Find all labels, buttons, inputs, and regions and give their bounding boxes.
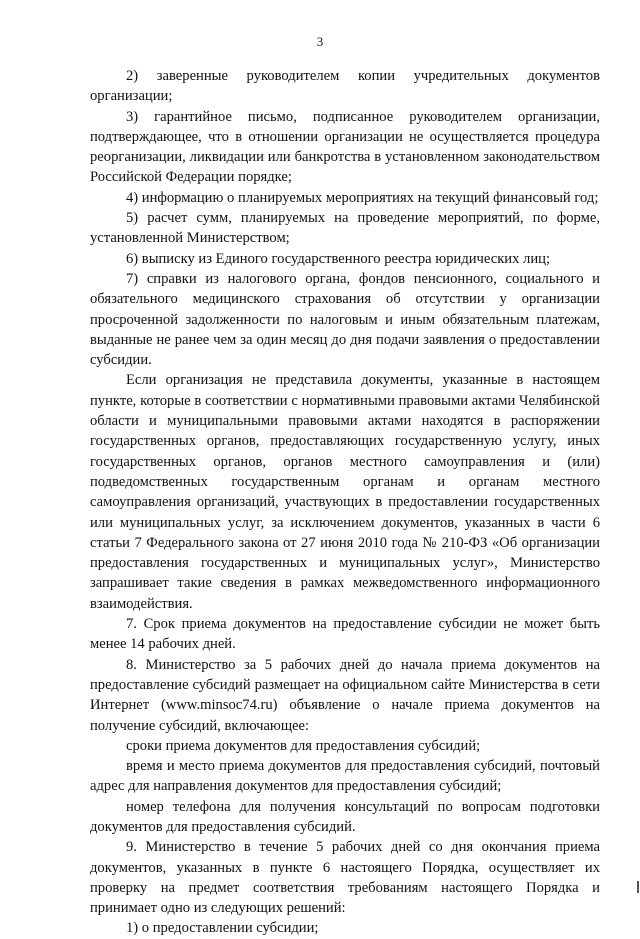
paragraph-item-2: 2) заверенные руководителем копии учредительных документов организации;: [90, 68, 600, 105]
page-number: 3: [316, 34, 324, 49]
paragraph-phone: номер телефона для получения консультаций по вопросам подготовки документов для предоставления субсидий.: [90, 798, 600, 835]
paragraph-clause-9: 9. Министерство в течение 5 рабочих дней со дня окончания приема документов, указанных в пункте 6 настоящего Порядка, осуществляет их проверку на предмет соответствия требованиям настоящего Порядка и принимает одно из следующих решений:: [90, 839, 600, 917]
paragraph-item-6: 6) выписку из Единого государственного реестра юридических лиц;: [126, 250, 551, 267]
scan-edge-mark: [637, 881, 639, 893]
paragraph-decision-1: 1) о предоставлении субсидии;: [126, 920, 319, 937]
paragraph-item-7: 7) справки из налогового органа, фондов пенсионного, социального и обязательного медицинского страхования об отсутствии у организации просроченной задолженности по налоговым и иным обязательным платежам, выданные не ранее чем за один месяц до дня подачи заявления о предоставлении субсидии.: [90, 270, 600, 369]
paragraph-item-4: 4) информацию о планируемых мероприятиях на текущий финансовый год;: [126, 189, 599, 206]
paragraph-time-place: время и место приема документов для предоставления субсидий, почтовый адрес для направления документов для предоставления субсидий;: [90, 758, 600, 795]
document-body: [90, 66, 600, 939]
paragraph-clause-8: 8. Министерство за 5 рабочих дней до начала приема документов на предоставление субсидий размещает на официальном сайте Министерства в сети Интернет (www.minsoc74.ru) объявление о начале приема документов на получение субсидий, включающее:: [90, 656, 600, 734]
paragraph-item-5: 5) расчет сумм, планируемых на проведение мероприятий, по форме, установленной Министерством;: [90, 210, 600, 247]
paragraph-deadlines: сроки приема документов для предоставления субсидий;: [126, 737, 481, 754]
paragraph-clause-7: 7. Срок приема документов на предоставление субсидии не может быть менее 14 рабочих дней.: [90, 616, 600, 653]
paragraph-missing-documents: Если организация не представила документы, указанные в настоящем пункте, которые в соответствии с нормативными правовыми актами Челябинской области и муниципальными правовыми актами находятся в распоряжении государственных органов, предоставляющих государственную услугу, иных государственных органов, органов местного самоуправления и (или) подведомственных государственным органам и органам местного самоуправления организаций, участвующих в предоставлении государственных или муниципальных услуг, за исключением документов, указанных в части 6 статьи 7 Федерального закона от 27 июня 2010 года № 210-ФЗ «Об организации предоставления государственных и муниципальных услуг», Министерство запрашивает такие сведения в рамках межведомственного информационного взаимодействия.: [90, 372, 600, 612]
paragraph-item-3: 3) гарантийное письмо, подписанное руководителем организации, подтверждающее, что в отношении организации не осуществляется процедура реорганизации, ликвидации или банкротства в установленном законодательством Российской Федерации порядке;: [90, 108, 600, 186]
